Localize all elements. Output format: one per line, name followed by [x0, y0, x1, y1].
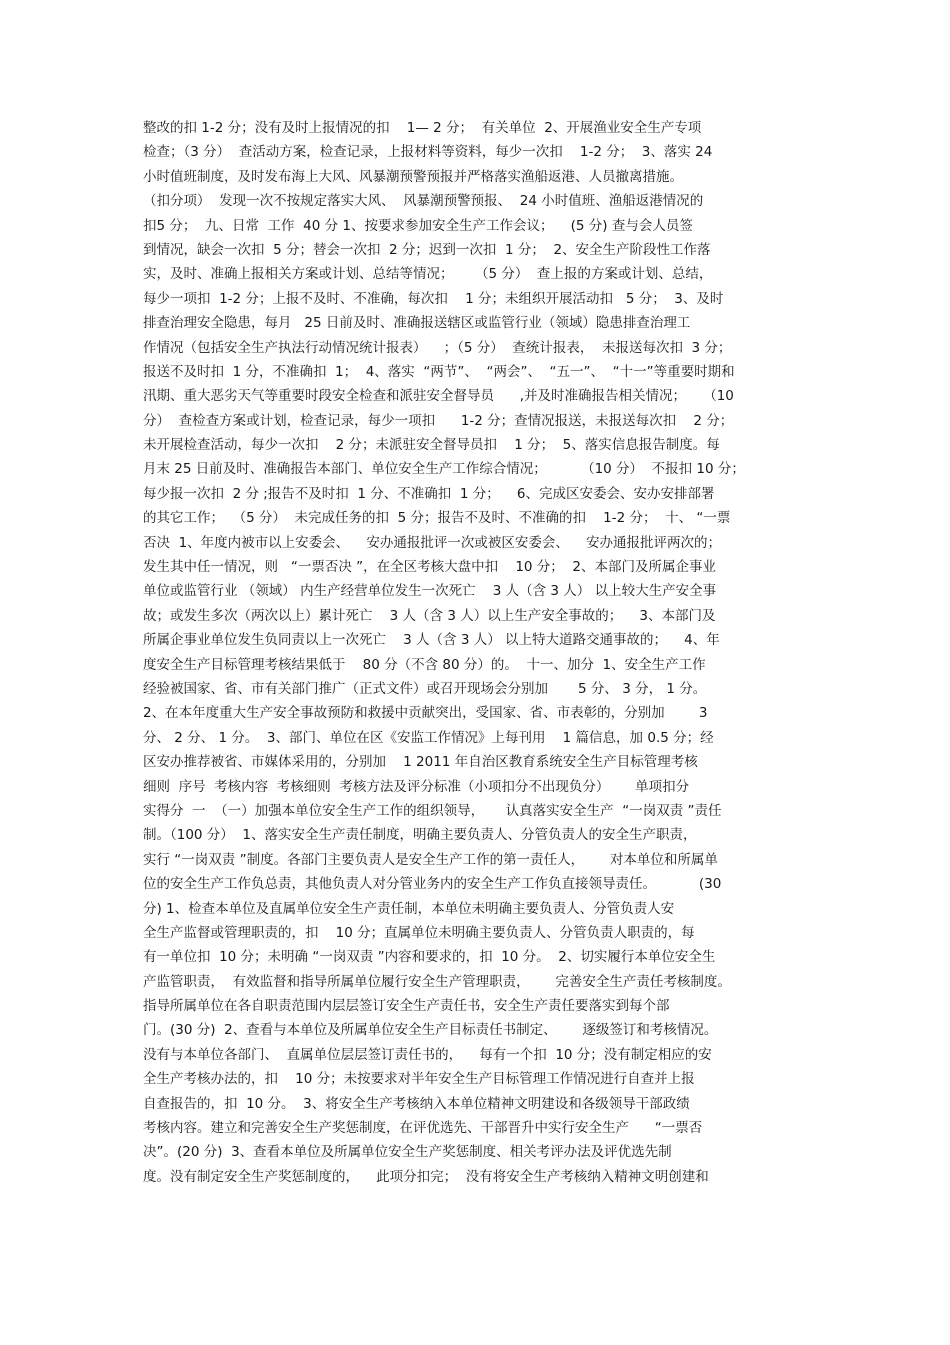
text-line: 度安全生产目标管理考核结果低于 80 分（不含 80 分）的。 十一、加分 1、安全生产工作: [143, 656, 706, 673]
text-line: 每少一项扣 1-2 分；上报不及时、不准确，每次扣 1 分；未组织开展活动扣 5 分； 3、及时: [143, 290, 724, 307]
text-line: 汛期、重大恶劣天气等重要时段安全检查和派驻安全督导员 ,并及时准确报告相关情况； （10: [143, 388, 734, 405]
text-line: 全生产考核办法的，扣 10 分；未按要求对半年安全生产目标管理工作情况进行自查并上报: [143, 1071, 695, 1088]
text-line: 分) 1、检查本单位及直属单位安全生产责任制，本单位未明确主要负责人、分管负责人安: [143, 900, 675, 917]
text-line: 故；或发生多次（两次以上）累计死亡 3 人（含 3 人）以上生产安全事故的； 3、本部门及: [143, 607, 716, 624]
text-line: 2、在本年度重大生产安全事故预防和救援中贡献突出，受国家、省、市表彰的，分别加 3: [143, 705, 708, 722]
text-line: 检查；（3 分） 查活动方案，检查记录，上报材料等资料，每少一次扣 1-2 分； 3、落实 24: [143, 144, 713, 161]
text-line: 全生产监督或管理职责的，扣 10 分；直属单位未明确主要负责人、分管负责人职责的，每: [143, 924, 695, 941]
text-line: 实得分 一 （一）加强本单位安全生产工作的组织领导， 认真落实安全生产 “一岗双责 ”责任: [143, 802, 722, 819]
text-line: 小时值班制度，及时发布海上大风、风暴潮预警预报并严格落实渔船返港、人员撤离措施。: [143, 168, 683, 185]
text-line: 产监管职责， 有效监督和指导所属单位履行安全生产管理职责， 完善安全生产责任考核制度。: [143, 973, 731, 990]
text-line: 制。（100 分） 1、落实安全生产责任制度，明确主要负责人、分管负责人的安全生产职责，: [143, 827, 697, 844]
text-line: 位的安全生产工作负总责，其他负责人对分管业务内的安全生产工作负直接领导责任。 (30: [143, 876, 722, 893]
text-line: 否决 1、年度内被市以上安委会、 安办通报批评一次或被区安委会、 安办通报批评两次的；: [143, 534, 722, 551]
text-line: 自查报告的，扣 10 分。 3、将安全生产考核纳入本单位精神文明建设和各级领导干部政绩: [143, 1095, 690, 1112]
text-line: 发生其中任一情况，则 “一票否决 ”，在全区考核大盘中扣 10 分； 2、本部门及所属企事业: [143, 559, 716, 576]
text-line: 未开展检查活动，每少一次扣 2 分；未派驻安全督导员扣 1 分； 5、落实信息报告制度。每: [143, 437, 720, 454]
body-text: [143, 116, 815, 1189]
text-line: 经验被国家、省、市有关部门推广（正式文件）或召开现场会分别加 5 分、 3 分， 1 分。: [143, 680, 707, 697]
text-line: 报送不及时扣 1 分，不准确扣 1； 4、落实 “两节”、 “两会”、 “五一”、 “十一”等重要时期和: [143, 363, 735, 380]
text-line: 单位或监管行业 （领域） 内生产经营单位发生一次死亡 3 人（含 3 人） 以上较大生产安全事: [143, 583, 717, 600]
text-line: 所属企事业单位发生负同责以上一次死亡 3 人（含 3 人） 以上特大道路交通事故的； 4、年: [143, 632, 720, 649]
text-line: 分） 查检查方案或计划，检查记录，每少一项扣 1-2 分；查情况报送，未报送每次扣 2 分；: [143, 412, 734, 429]
text-line: 考核内容。建立和完善安全生产奖惩制度，在评优选先、干部晋升中实行安全生产 “一票否: [143, 1120, 703, 1137]
text-line: 有一单位扣 10 分；未明确 “一岗双责 ”内容和要求的，扣 10 分。 2、切实履行本单位安全生: [143, 949, 716, 966]
text-line: 门。(30 分) 2、查看与本单位及所属单位安全生产目标责任书制定、 逐级签订和考核情况。: [143, 1022, 718, 1039]
text-line: 分、 2 分、 1 分。 3、部门、单位在区《安监工作情况》上每刊用 1 篇信息，加 0.5 分；经: [143, 729, 714, 746]
text-line: 的其它工作； （5 分） 未完成任务的扣 5 分；报告不及时、不准确的扣 1-2 分； 十、 “一票: [143, 510, 731, 527]
text-line: 区安办推荐被省、市媒体采用的，分别加 1 2011 年自治区教育系统安全生产目标管理考核: [143, 754, 698, 771]
text-line: 指导所属单位在各自职责范围内层层签订安全生产责任书，安全生产责任要落实到每个部: [143, 998, 670, 1015]
text-line: 度。没有制定安全生产奖惩制度的， 此项分扣完； 没有将安全生产考核纳入精神文明创建和: [143, 1168, 709, 1185]
text-line: 细则 序号 考核内容 考核细则 考核方法及评分标准（小项扣分不出现负分） 单项扣分: [143, 778, 690, 795]
text-line: 月末 25 日前及时、准确报告本部门、单位安全生产工作综合情况； （10 分） 不报扣 10 分；: [143, 461, 745, 478]
text-line: 决”。(20 分) 3、查看本单位及所属单位安全生产奖惩制度、相关考评办法及评优选先制: [143, 1144, 672, 1161]
text-line: 每少报一次扣 2 分 ;报告不及时扣 1 分、不准确扣 1 分； 6、完成区安委会、安办安排部署: [143, 485, 715, 502]
text-line: 到情况，缺会一次扣 5 分；替会一次扣 2 分；迟到一次扣 1 分； 2、安全生产阶段性工作落: [143, 241, 711, 258]
text-line: 整改的扣 1-2 分；没有及时上报情况的扣 1— 2 分； 有关单位 2、开展渔业安全生产专项: [143, 120, 702, 136]
text-line: 排查治理安全隐患，每月 25 日前及时、准确报送辖区或监管行业（领域）隐患排查治理工: [143, 315, 691, 332]
text-line: 作情况（包括安全生产执法行动情况统计报表） ；（5 分） 查统计报表， 未报送每次扣 3 分；: [143, 339, 732, 356]
text-line: 没有与本单位各部门、 直属单位层层签订责任书的， 每有一个扣 10 分；没有制定相应的安: [143, 1046, 712, 1063]
text-line: 实，及时、准确上报相关方案或计划、总结等情况； （5 分） 查上报的方案或计划、总结，: [143, 266, 713, 283]
text-line: 实行 “一岗双责 ”制度。各部门主要负责人是安全生产工作的第一责任人， 对本单位和所属单: [143, 851, 718, 868]
text-line: （扣分项） 发现一次不按规定落实大风、 风暴潮预警预报、 24 小时值班、渔船返港情况的: [143, 193, 704, 210]
text-line: 扣5 分； 九、日常 工作 40 分 1、按要求参加安全生产工作会议； (5 分) 查与会人员签: [143, 217, 693, 234]
